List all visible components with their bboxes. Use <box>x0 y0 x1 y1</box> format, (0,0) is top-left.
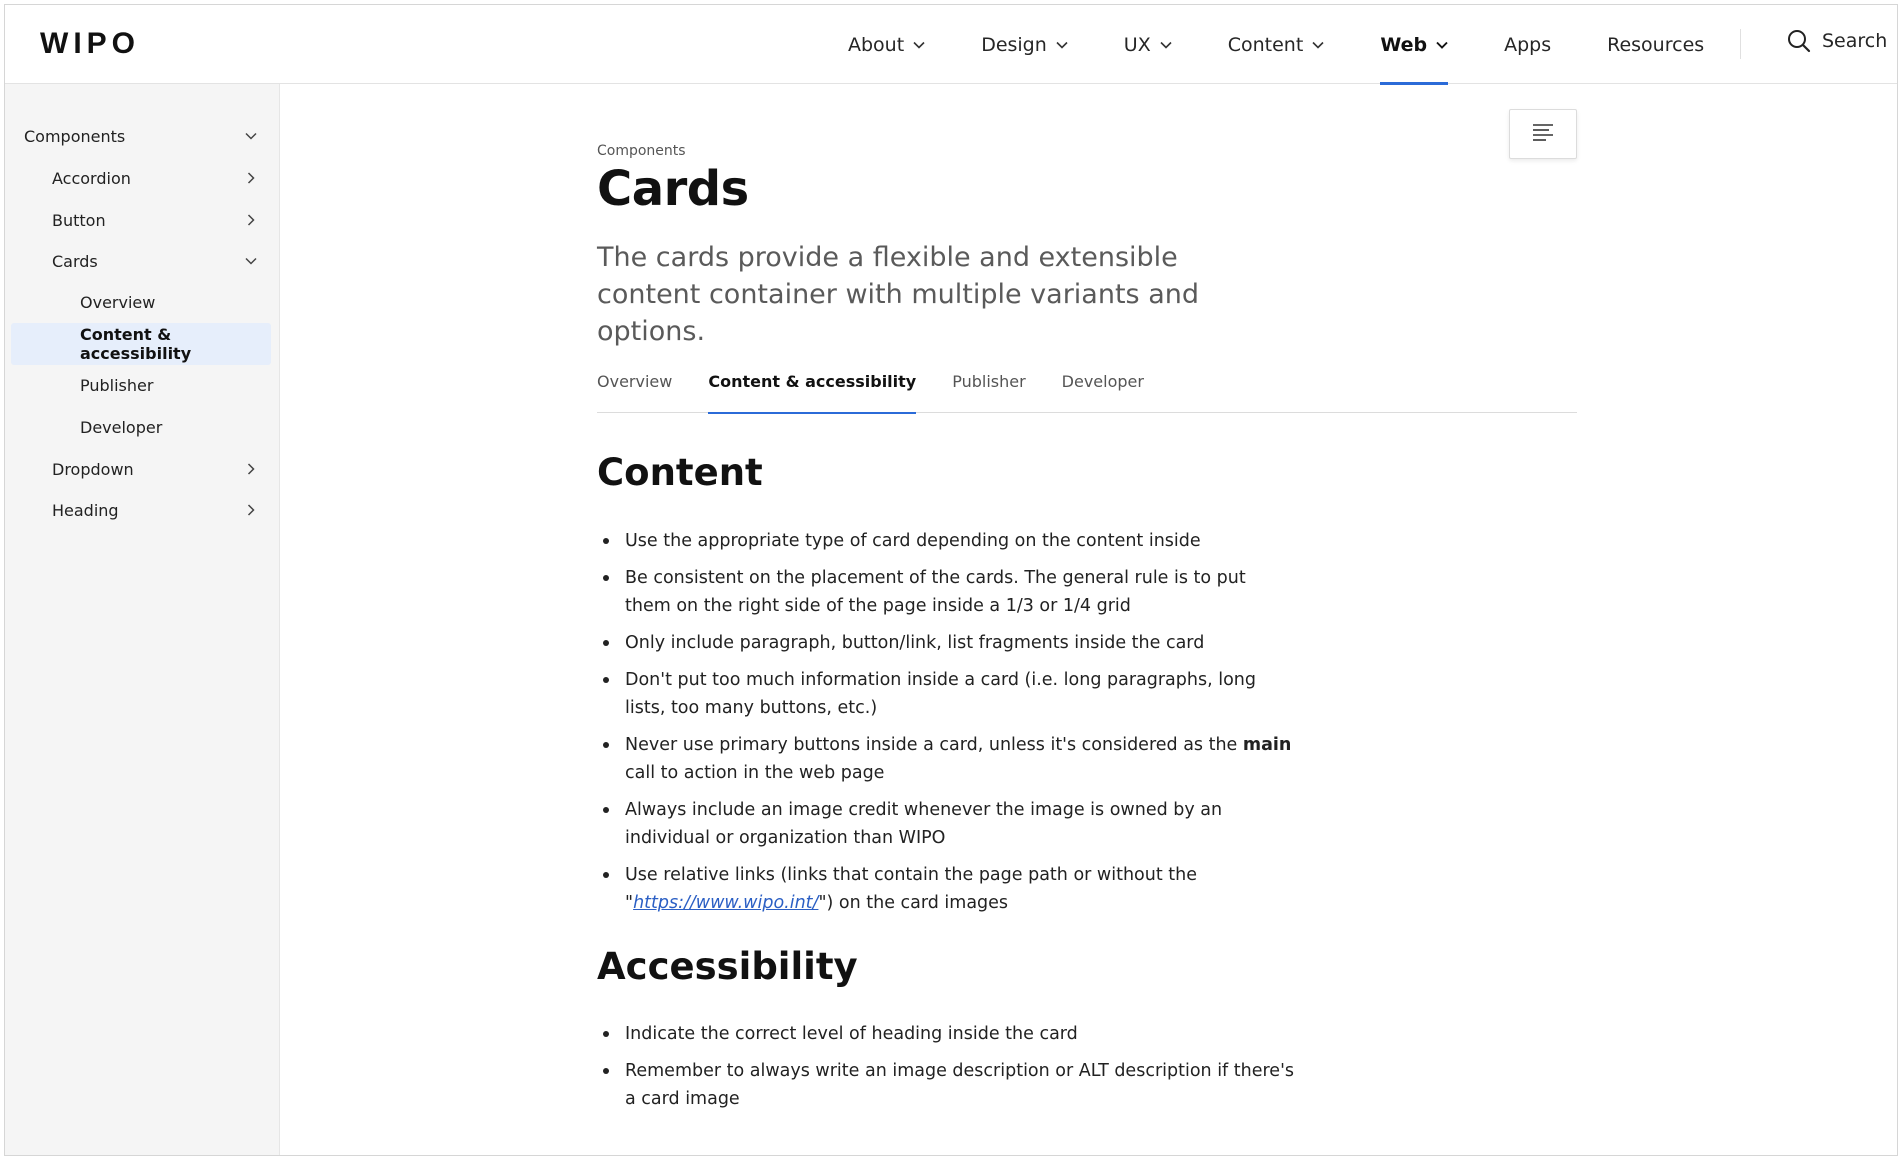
sidebar-item-heading[interactable] <box>11 490 271 530</box>
section-heading-accessibility: Accessibility <box>597 945 858 988</box>
browser-frame <box>4 4 1898 1156</box>
nav-content-label: Content <box>1227 33 1304 56</box>
nav-ux-label: UX <box>1123 33 1151 56</box>
chevron-right-icon <box>239 463 263 475</box>
nav-resources[interactable] <box>1607 5 1704 84</box>
sidebar-item-label: Components <box>24 126 126 146</box>
sidebar-item-button[interactable] <box>11 200 271 240</box>
page-tabs <box>597 363 1577 413</box>
site-header <box>5 5 1897 84</box>
sidebar-item-label: Content & accessibility <box>80 325 192 363</box>
sidebar-item-label: Heading <box>52 500 119 520</box>
chevron-down-icon <box>1436 41 1448 49</box>
tab-content-accessibility[interactable]: Content & accessibility <box>708 363 916 413</box>
sidebar-item-label: Button <box>52 210 106 230</box>
sidebar-item-developer[interactable] <box>11 407 271 447</box>
chevron-down-icon <box>239 257 263 265</box>
nav-web-label: Web <box>1380 33 1428 56</box>
chevron-down-icon <box>1056 41 1068 49</box>
nav-content[interactable] <box>1228 5 1325 84</box>
sidebar-item-label: Overview <box>80 292 156 312</box>
sidebar-item-label: Accordion <box>52 168 131 188</box>
chevron-right-icon <box>239 172 263 184</box>
sidebar-item-content-accessibility[interactable] <box>11 323 271 365</box>
list-item: Use relative links (links that contain the page path or without the "https://www.wipo.int/") on the card images <box>597 861 1297 917</box>
search-icon <box>1787 29 1811 53</box>
tab-developer[interactable]: Developer <box>1061 372 1144 391</box>
search-label: Search <box>1822 30 1888 52</box>
nav-apps-label: Apps <box>1504 33 1552 56</box>
page-title: Cards <box>597 161 749 217</box>
list-item: Be consistent on the placement of the cards. The general rule is to put them on the right side of the page inside a 1/3 or 1/4 grid <box>597 564 1297 620</box>
chevron-down-icon <box>1160 41 1172 49</box>
list-item: Use the appropriate type of card depending on the content inside <box>597 527 1297 555</box>
table-of-contents-button[interactable] <box>1509 109 1577 159</box>
sidebar-item-label: Publisher <box>80 375 154 395</box>
sidebar-item-dropdown[interactable] <box>11 449 271 489</box>
tab-publisher[interactable]: Publisher <box>952 372 1026 391</box>
list-item: Only include paragraph, button/link, list fragments inside the card <box>597 629 1297 657</box>
tab-overview[interactable]: Overview <box>597 372 673 391</box>
sidebar-item-label: Developer <box>80 417 163 437</box>
accessibility-guidelines-list <box>597 1020 1297 1122</box>
list-item: Always include an image credit whenever the image is owned by an individual or organization than WIPO <box>597 796 1297 852</box>
list-item: Don't put too much information inside a card (i.e. long paragraphs, long lists, too many buttons, etc.) <box>597 666 1297 722</box>
chevron-down-icon <box>239 132 263 140</box>
main-nav <box>848 5 1760 84</box>
chevron-right-icon <box>239 504 263 516</box>
nav-web[interactable] <box>1380 5 1448 84</box>
wipo-logo[interactable]: WIPO <box>40 27 140 60</box>
sidebar-item-label: Cards <box>52 251 98 271</box>
chevron-down-icon <box>1312 41 1324 49</box>
sidebar-item-overview[interactable] <box>11 282 271 322</box>
search-button[interactable] <box>1787 29 1887 53</box>
emphasis-text: main <box>1242 735 1292 755</box>
list-item: Never use primary buttons inside a card, unless it's considered as the main call to action in the web page <box>597 731 1297 787</box>
wipo-url-link[interactable]: https://www.wipo.int/ <box>633 893 819 913</box>
list-item: Indicate the correct level of heading inside the card <box>597 1020 1297 1048</box>
nav-divider <box>1740 29 1741 59</box>
nav-design[interactable] <box>981 5 1068 84</box>
breadcrumb[interactable]: Components <box>597 143 686 159</box>
nav-design-label: Design <box>981 33 1047 56</box>
content-guidelines-list <box>597 527 1297 926</box>
sidebar-item-components[interactable] <box>11 116 271 156</box>
nav-about-label: About <box>848 33 905 56</box>
sidebar-item-label: Dropdown <box>52 459 134 479</box>
page-lead: The cards provide a flexible and extensible content container with multiple variants and options. <box>597 242 1199 347</box>
nav-apps[interactable] <box>1504 5 1551 84</box>
sidebar-nav <box>5 84 280 1156</box>
table-of-contents-icon <box>1532 123 1554 145</box>
nav-resources-label: Resources <box>1607 33 1705 56</box>
list-item: Remember to always write an image description or ALT description if there's a card image <box>597 1057 1297 1113</box>
nav-ux[interactable] <box>1124 5 1172 84</box>
chevron-down-icon <box>913 41 925 49</box>
sidebar-item-accordion[interactable] <box>11 158 271 198</box>
chevron-right-icon <box>239 214 263 226</box>
section-heading-content: Content <box>597 451 763 494</box>
nav-about[interactable] <box>848 5 925 84</box>
sidebar-item-cards[interactable] <box>11 241 271 281</box>
sidebar-item-publisher[interactable] <box>11 365 271 405</box>
